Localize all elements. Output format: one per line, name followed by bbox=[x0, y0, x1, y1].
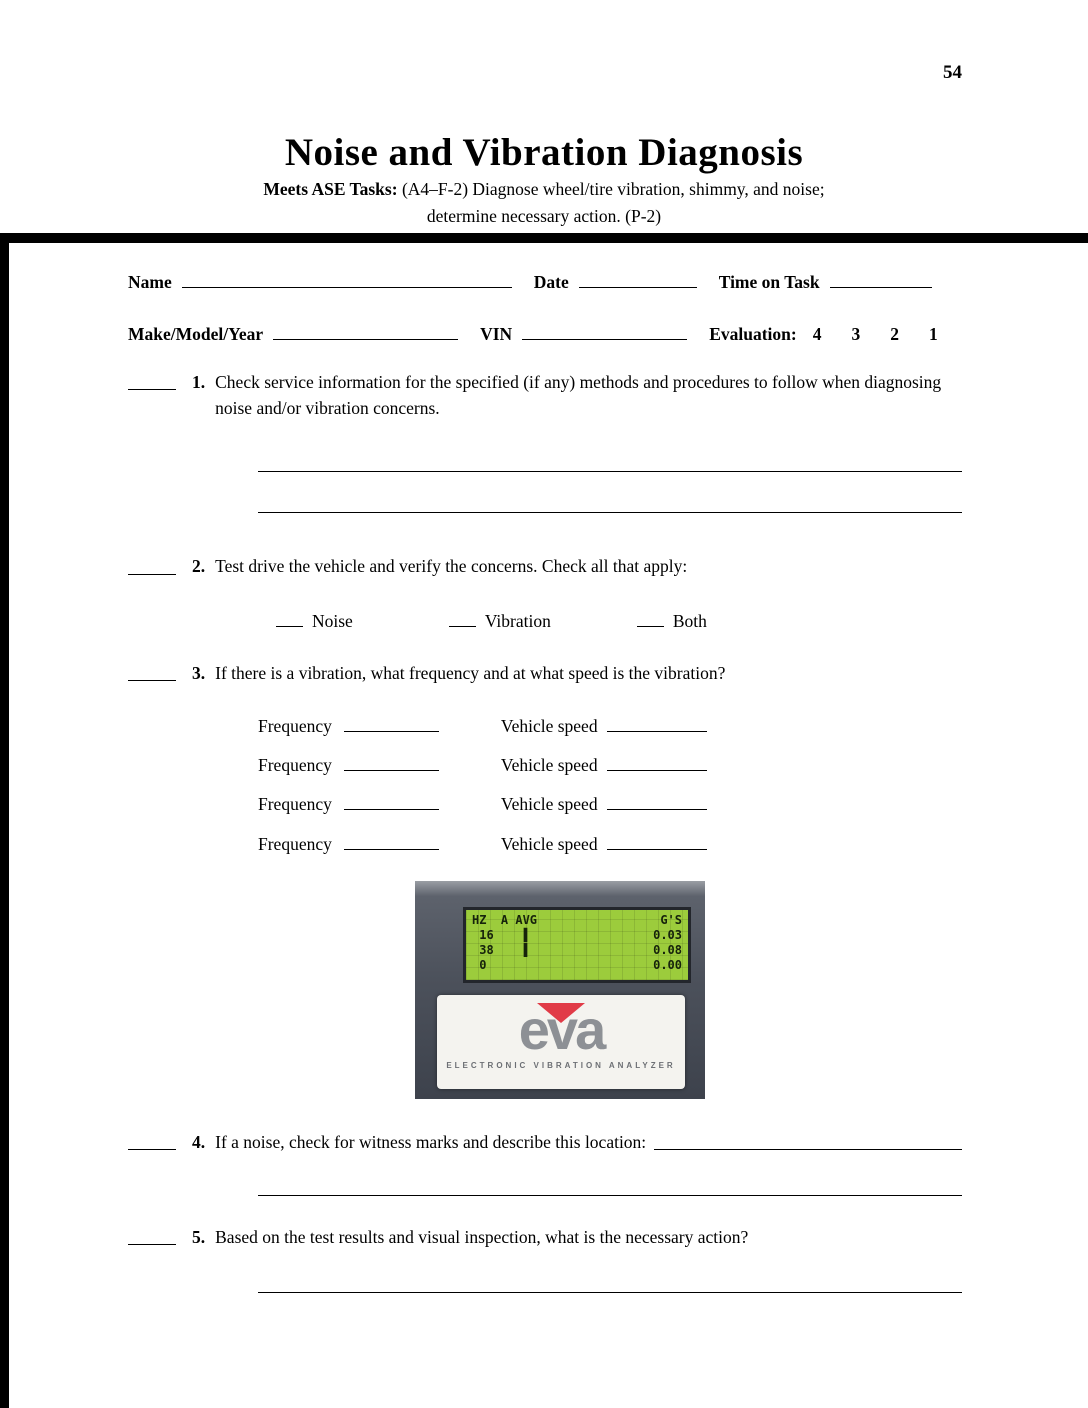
lcd-data-row-1 bbox=[472, 928, 682, 943]
lcd-data-row-2 bbox=[472, 943, 682, 958]
evaluation-1[interactable]: 1 bbox=[928, 323, 938, 344]
frequency-label-3: Frequency bbox=[258, 794, 332, 815]
ase-tasks-line2: determine necessary action. (P-2) bbox=[426, 205, 662, 226]
name-field[interactable] bbox=[182, 269, 512, 288]
lcd-bar-1: ▌ bbox=[523, 927, 531, 942]
response-blank-3[interactable] bbox=[128, 662, 176, 681]
vehicle-speed-field-4[interactable] bbox=[607, 830, 707, 849]
time-on-task-field[interactable] bbox=[830, 269, 932, 288]
lcd-header-row bbox=[472, 913, 682, 928]
eva-red-triangle-icon bbox=[537, 1003, 585, 1023]
answer-line-1b[interactable] bbox=[258, 512, 962, 513]
item-number-3: 3. bbox=[192, 662, 206, 683]
header-row-2 bbox=[128, 320, 962, 344]
lcd-hz-3: 0 bbox=[472, 957, 487, 972]
eva-caption: ELECTRONIC VIBRATION ANALYZER bbox=[446, 1060, 676, 1070]
lcd-display bbox=[463, 907, 691, 983]
evaluation-3[interactable]: 3 bbox=[851, 323, 861, 344]
answer-line-1a[interactable] bbox=[258, 471, 962, 472]
response-blank-2[interactable] bbox=[128, 555, 176, 574]
vehicle-speed-label-3: Vehicle speed bbox=[500, 794, 598, 815]
vin-label: VIN bbox=[480, 323, 513, 344]
item-number-1: 1. bbox=[192, 371, 206, 392]
ase-tasks-label: Meets ASE Tasks: bbox=[263, 179, 398, 199]
name-label: Name bbox=[128, 272, 172, 293]
frequency-label-4: Frequency bbox=[258, 833, 332, 854]
response-blank-1[interactable] bbox=[128, 371, 176, 390]
eva-logo bbox=[437, 997, 685, 1061]
item-number-2: 2. bbox=[192, 556, 206, 577]
location-field[interactable] bbox=[654, 1131, 962, 1150]
page-number: 54 bbox=[943, 62, 962, 83]
worksheet-content bbox=[128, 243, 962, 1293]
frequency-row-3 bbox=[258, 791, 962, 815]
vin-field[interactable] bbox=[522, 320, 687, 339]
ase-tasks-text: (A4–F-2) Diagnose wheel/tire vibration, shimmy, and noise; bbox=[397, 179, 825, 199]
time-on-task-label: Time on Task bbox=[718, 272, 820, 293]
task-item-2 bbox=[128, 553, 962, 579]
task-item-1 bbox=[128, 369, 962, 422]
task-item-3 bbox=[128, 660, 962, 686]
divider-bar bbox=[0, 233, 1088, 243]
vehicle-speed-field-1[interactable] bbox=[607, 712, 707, 731]
evaluation-4[interactable]: 4 bbox=[812, 323, 822, 344]
left-border-bar bbox=[0, 233, 9, 1408]
both-label: Both bbox=[672, 610, 707, 631]
task-item-4 bbox=[128, 1129, 962, 1155]
check-item-noise bbox=[276, 608, 353, 632]
frequency-row-1 bbox=[258, 712, 962, 736]
frequency-field-1[interactable] bbox=[344, 712, 439, 731]
item-text-2: Test drive the vehicle and verify the concerns. Check all that apply: bbox=[215, 556, 688, 577]
item-number-4: 4. bbox=[192, 1131, 206, 1152]
response-blank-4[interactable] bbox=[128, 1131, 176, 1150]
eva-analyzer-photo bbox=[415, 881, 705, 1099]
evaluation-scale bbox=[813, 324, 938, 345]
task-item-5 bbox=[128, 1224, 962, 1250]
noise-checkbox[interactable] bbox=[276, 608, 303, 627]
frequency-row-4 bbox=[258, 830, 962, 854]
lcd-header-right: G'S bbox=[660, 912, 682, 927]
item-number-5: 5. bbox=[192, 1226, 206, 1247]
lcd-hz-2: 38 bbox=[472, 942, 494, 957]
date-field[interactable] bbox=[579, 269, 697, 288]
lcd-bar-3 bbox=[486, 958, 653, 973]
eva-logo-text: eva bbox=[518, 997, 604, 1061]
header-row-1 bbox=[128, 269, 962, 293]
vehicle-speed-label-2: Vehicle speed bbox=[500, 754, 598, 775]
item-text-5: Based on the test results and visual inspection, what is the necessary action? bbox=[215, 1226, 749, 1247]
date-label: Date bbox=[533, 272, 569, 293]
lcd-bar-2: ▌ bbox=[523, 942, 531, 957]
frequency-label-1: Frequency bbox=[258, 715, 332, 736]
vehicle-speed-field-3[interactable] bbox=[607, 791, 707, 810]
item-text-4: If a noise, check for witness marks and describe this location: bbox=[215, 1131, 647, 1152]
lcd-gs-3: 0.00 bbox=[653, 957, 682, 972]
lcd-gs-2: 0.08 bbox=[653, 942, 682, 957]
check-item-vibration bbox=[449, 608, 551, 632]
evaluation-label: Evaluation: bbox=[709, 323, 797, 344]
answer-line-5[interactable] bbox=[258, 1292, 962, 1293]
vehicle-speed-label-1: Vehicle speed bbox=[500, 715, 598, 736]
vibration-checkbox[interactable] bbox=[449, 608, 476, 627]
make-model-year-field[interactable] bbox=[273, 320, 458, 339]
frequency-field-2[interactable] bbox=[344, 752, 439, 771]
lcd-header-left: HZ A AVG bbox=[472, 912, 538, 927]
vehicle-speed-label-4: Vehicle speed bbox=[500, 833, 598, 854]
item-text-1: Check service information for the specified (if any) methods and procedures to follow when diagnosing noise and/or vibration concerns. bbox=[215, 371, 942, 418]
both-checkbox[interactable] bbox=[637, 608, 664, 627]
vibration-label: Vibration bbox=[484, 610, 551, 631]
vehicle-speed-field-2[interactable] bbox=[607, 752, 707, 771]
check-all-row bbox=[276, 608, 962, 632]
frequency-field-4[interactable] bbox=[344, 830, 439, 849]
answer-line-4[interactable] bbox=[258, 1195, 962, 1196]
eva-logo-label bbox=[437, 995, 685, 1089]
page-title: Noise and Vibration Diagnosis bbox=[284, 131, 804, 174]
frequency-field-3[interactable] bbox=[344, 791, 439, 810]
noise-label: Noise bbox=[312, 610, 353, 631]
frequency-label-2: Frequency bbox=[258, 754, 332, 775]
lcd-gs-1: 0.03 bbox=[653, 927, 682, 942]
frequency-row-2 bbox=[258, 752, 962, 776]
evaluation-2[interactable]: 2 bbox=[890, 323, 899, 344]
check-item-both bbox=[637, 608, 707, 632]
item-text-3: If there is a vibration, what frequency and at what speed is the vibration? bbox=[215, 662, 726, 683]
response-blank-5[interactable] bbox=[128, 1226, 176, 1245]
ase-tasks-line bbox=[0, 178, 1088, 202]
lcd-data-row-3 bbox=[472, 958, 682, 973]
make-model-year-label: Make/Model/Year bbox=[128, 323, 264, 344]
lcd-hz-1: 16 bbox=[472, 927, 494, 942]
